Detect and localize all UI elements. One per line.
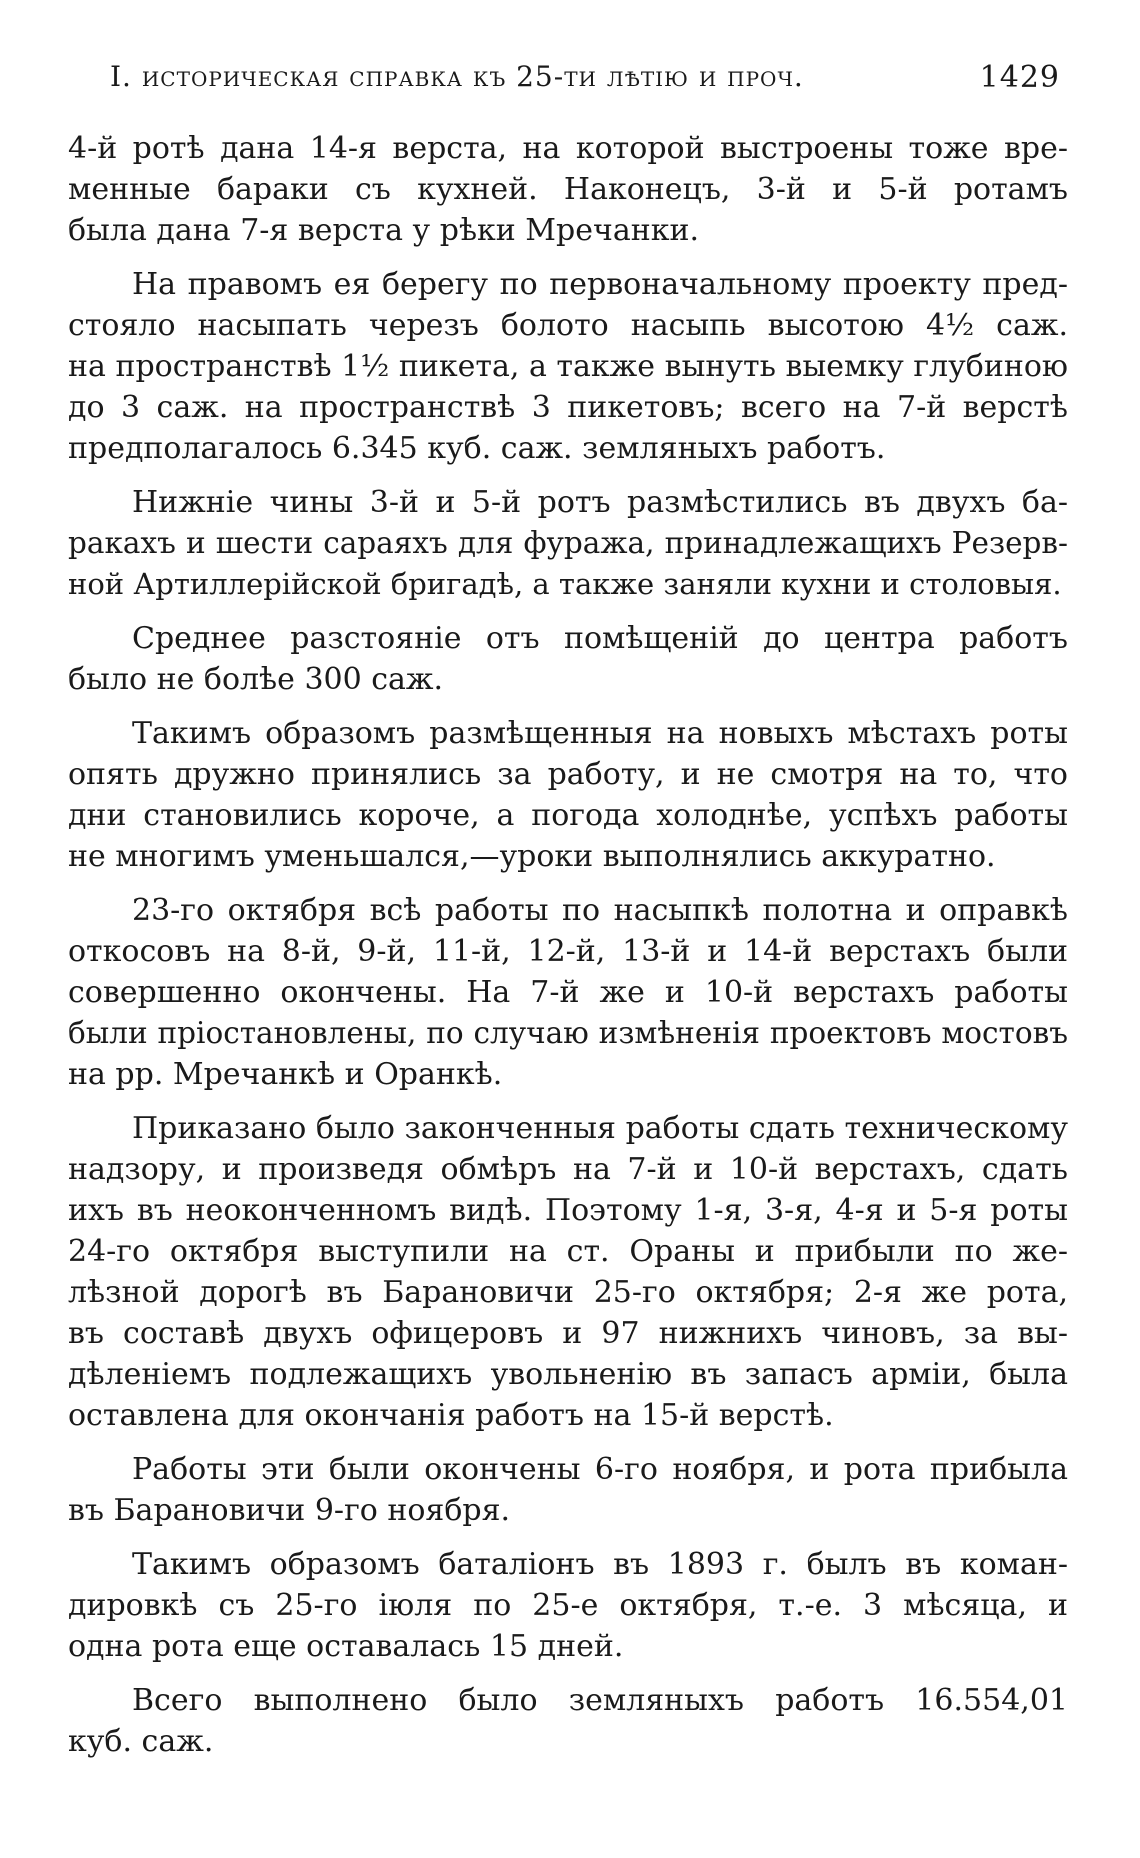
text-line: предполагалось 6.345 куб. саж. земляныхъ работъ. [68,431,886,466]
text-line: Такимъ образомъ размѣщенныя на новыхъ мѣстахъ роты [132,716,1068,751]
text-line: до 3 саж. на пространствѣ 3 пикетовъ; всего на 7-й верстѣ [68,390,1068,425]
paragraph [68,264,1068,469]
paragraph [68,618,1068,700]
text-line: ракахъ и шести сараяхъ для фуража, принадлежащихъ Резерв- [68,526,1068,560]
text-line: ихъ въ неоконченномъ видѣ. Поэтому 1-я, 3-я, 4-я и 5-я роты [68,1193,1068,1228]
paragraph [68,128,1068,251]
text-line: не многимъ уменьшался,—уроки выполнялись аккуратно. [68,839,996,874]
paragraph [68,482,1068,605]
text-line: 24-го октября выступили на ст. Ораны и прибыли по же- [68,1234,1068,1269]
text-line: ной Артиллерійской бригадѣ, а также заняли кухни и столовыя. [68,567,1062,601]
text-line: въ составѣ двухъ офицеровъ и 97 нижнихъ чиновъ, за вы- [68,1316,1068,1351]
text-line: менные бараки съ кухней. Наконецъ, 3-й и 5-й ротамъ [68,172,1068,207]
text-line: Приказано было законченныя работы сдать техническому [132,1111,1068,1146]
text-line: была дана 7-я верста у рѣки Мречанки. [68,213,699,248]
text-line: откосовъ на 8-й, 9-й, 11-й, 12-й, 13-й и 14-й верстахъ были [68,934,1068,969]
text-line: куб. саж. [68,1724,214,1759]
text-line: опять дружно принялись за работу, и не смотря на то, что [68,757,1068,792]
paragraph [68,1544,1068,1667]
text-line: лѣзной дорогѣ въ Барановичи 25-го октября; 2-я же рота, [68,1275,1068,1310]
text-line: были пріостановлены, по случаю измѣненія проектовъ мостовъ [68,1016,1068,1050]
running-title: I. историческая справка къ 25-ти лѣтію и проч. [110,60,804,93]
text-line: Такимъ образомъ баталіонъ въ 1893 г. былъ въ коман- [132,1547,1068,1582]
text-line: въ Барановичи 9-го ноября. [68,1493,511,1528]
text-line: дировкѣ съ 25-го іюля по 25-е октября, т.-е. 3 мѣсяца, и [68,1588,1068,1623]
text-line: дни становились короче, а погода холоднѣе, успѣхъ работы [68,798,1068,833]
text-line: было не болѣе 300 саж. [68,662,444,697]
text-line: совершенно окончены. На 7-й же и 10-й верстахъ работы [68,975,1068,1010]
text-line: Среднее разстояніе отъ помѣщеній до центра работъ [132,621,1068,656]
text-line: надзору, и произведя обмѣръ на 7-й и 10-й верстахъ, сдать [68,1152,1068,1187]
text-line: на пространствѣ 1½ пикета, а также вынуть выемку глубиною [68,349,1068,384]
text-line: Работы эти были окончены 6-го ноября, и рота прибыла [132,1452,1068,1487]
text-line: Всего выполнено было земляныхъ работъ 16.554,01 [132,1683,1068,1718]
paragraph [68,1680,1068,1762]
text-line: оставлена для окончанія работъ на 15-й верстѣ. [68,1398,834,1433]
page-number: 1429 [979,60,1060,95]
paragraph [68,713,1068,877]
running-header [110,60,1060,104]
text-line: дѣленіемъ подлежащихъ увольненію въ запасъ арміи, была [68,1357,1068,1392]
text-line: стояло насыпать черезъ болото насыпь высотою 4½ саж. [68,308,1068,343]
text-line: На правомъ ея берегу по первоначальному проекту пред- [132,267,1068,302]
text-line: одна рота еще оставалась 15 дней. [68,1629,624,1664]
text-line: 23-го октября всѣ работы по насыпкѣ полотна и оправкѣ [132,893,1068,928]
paragraph [68,890,1068,1095]
text-line: Нижніе чины 3-й и 5-й ротъ размѣстились въ двухъ ба- [132,485,1068,520]
text-line: на рр. Мречанкѣ и Оранкѣ. [68,1057,503,1092]
text-line: 4-й ротѣ дана 14-я верста, на которой выстроены тоже вре- [68,131,1068,166]
paragraph [68,1108,1068,1436]
paragraph [68,1449,1068,1531]
body-text [68,128,1068,1775]
